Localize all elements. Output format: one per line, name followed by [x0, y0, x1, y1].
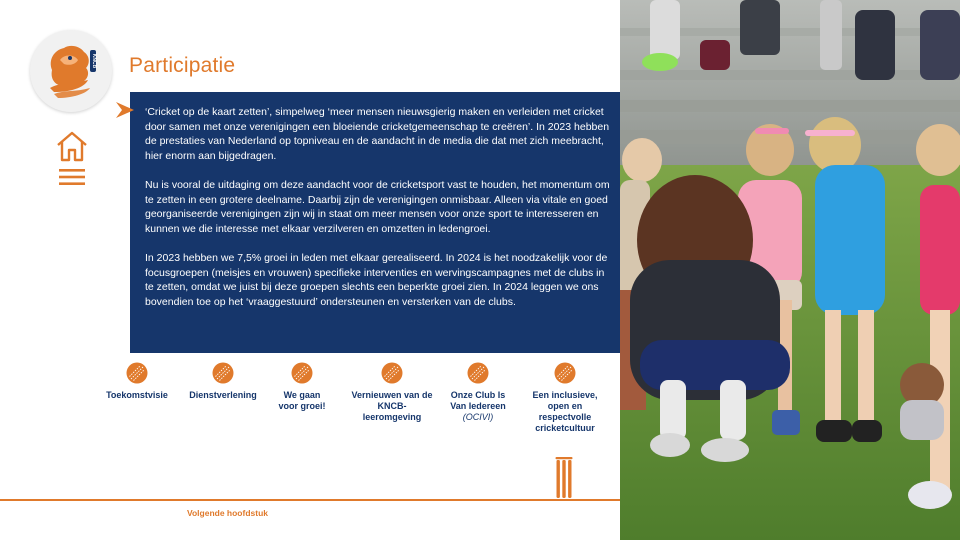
- chapter-dienstverlening[interactable]: [178, 362, 268, 401]
- chevron-right-icon: [114, 99, 136, 121]
- menu-button[interactable]: [58, 168, 86, 186]
- chapter-leeromgeving[interactable]: [347, 362, 437, 423]
- chapter-cricketcultuur[interactable]: [520, 362, 610, 434]
- chapter-sublabel: (OCIVI): [462, 412, 494, 422]
- footer-divider: [0, 499, 620, 501]
- chapter-label: Onze Club Is Van Iedereen: [450, 390, 506, 411]
- chapter-ocivi[interactable]: [433, 362, 523, 423]
- chapter-label: Toekomstvisie: [106, 390, 168, 400]
- chapter-label: Dienstverlening: [189, 390, 257, 400]
- next-chapter-link[interactable]: Volgende hoofdstuk: [186, 508, 268, 518]
- home-icon: [55, 130, 89, 162]
- lion-crest-icon: [30, 30, 112, 112]
- chapter-groei[interactable]: [257, 362, 347, 412]
- paragraph-2: Nu is vooral de uitdaging om deze aandacht voor de cricketsport vast te houden, het momentum om te zetten in een grotere deelname. Daarbij zijn de verenigingen onmisbaar. Alleen via vitale en goed georganiseerde verenigingen zijn wij in staat om meer mensen voor onze sport te interesseren en kunnen we die interesse met elkaar verzilveren en omzetten in ledengroei.: [145, 178, 610, 235]
- paragraph-3: In 2023 hebben we 7,5% groei in leden met elkaar gerealiseerd. In 2024 is het noodzakelijk voor de focusgroepen (meisjes en vrouwen) specifieke interventies en wervingscampagnes met de clubs in te zetten, omdat we juist bij deze groepen slechts een beperkte groei zien. In 2024 leggen we ons bovendien toe op het ‘vraaggestuurd’ ondersteunen en versterken van de clubs.: [145, 251, 608, 308]
- chapter-label: Een inclusieve, open en respectvolle cricketcultuur: [532, 390, 598, 433]
- hero-photo: [620, 0, 960, 540]
- cricket-ball-icon: [291, 362, 313, 384]
- chapter-label: Vernieuwen van de KNCB-leeromgeving: [351, 390, 433, 422]
- cricket-ball-icon: [381, 362, 403, 384]
- hamburger-menu-icon: [58, 168, 86, 186]
- wicket-icon: [555, 456, 573, 498]
- logo-text: KNCB: [91, 53, 97, 69]
- chapter-label: We gaan voor groei!: [278, 390, 326, 411]
- cricket-ball-icon: [554, 362, 576, 384]
- cricket-ball-icon: [126, 362, 148, 384]
- cricket-ball-icon: [467, 362, 489, 384]
- page-title: Participatie: [129, 54, 236, 77]
- intro-text-box: [130, 92, 620, 353]
- paragraph-1: ‘Cricket op de kaart zetten’, simpelweg ‘meer mensen nieuwsgierig maken en verleiden met cricket door samen met onze verenigingen een bloeiende cricketgemeenschap te creëren’. In 2023 hebben de prestaties van Nederland op topniveau en de aandacht in de media die dat met zich meebracht, hier enorm aan bijgedragen.: [145, 106, 610, 162]
- cricket-ball-icon: [212, 362, 234, 384]
- kncb-logo: [30, 30, 112, 112]
- chapter-toekomstvisie[interactable]: [92, 362, 182, 401]
- home-button[interactable]: [55, 130, 89, 162]
